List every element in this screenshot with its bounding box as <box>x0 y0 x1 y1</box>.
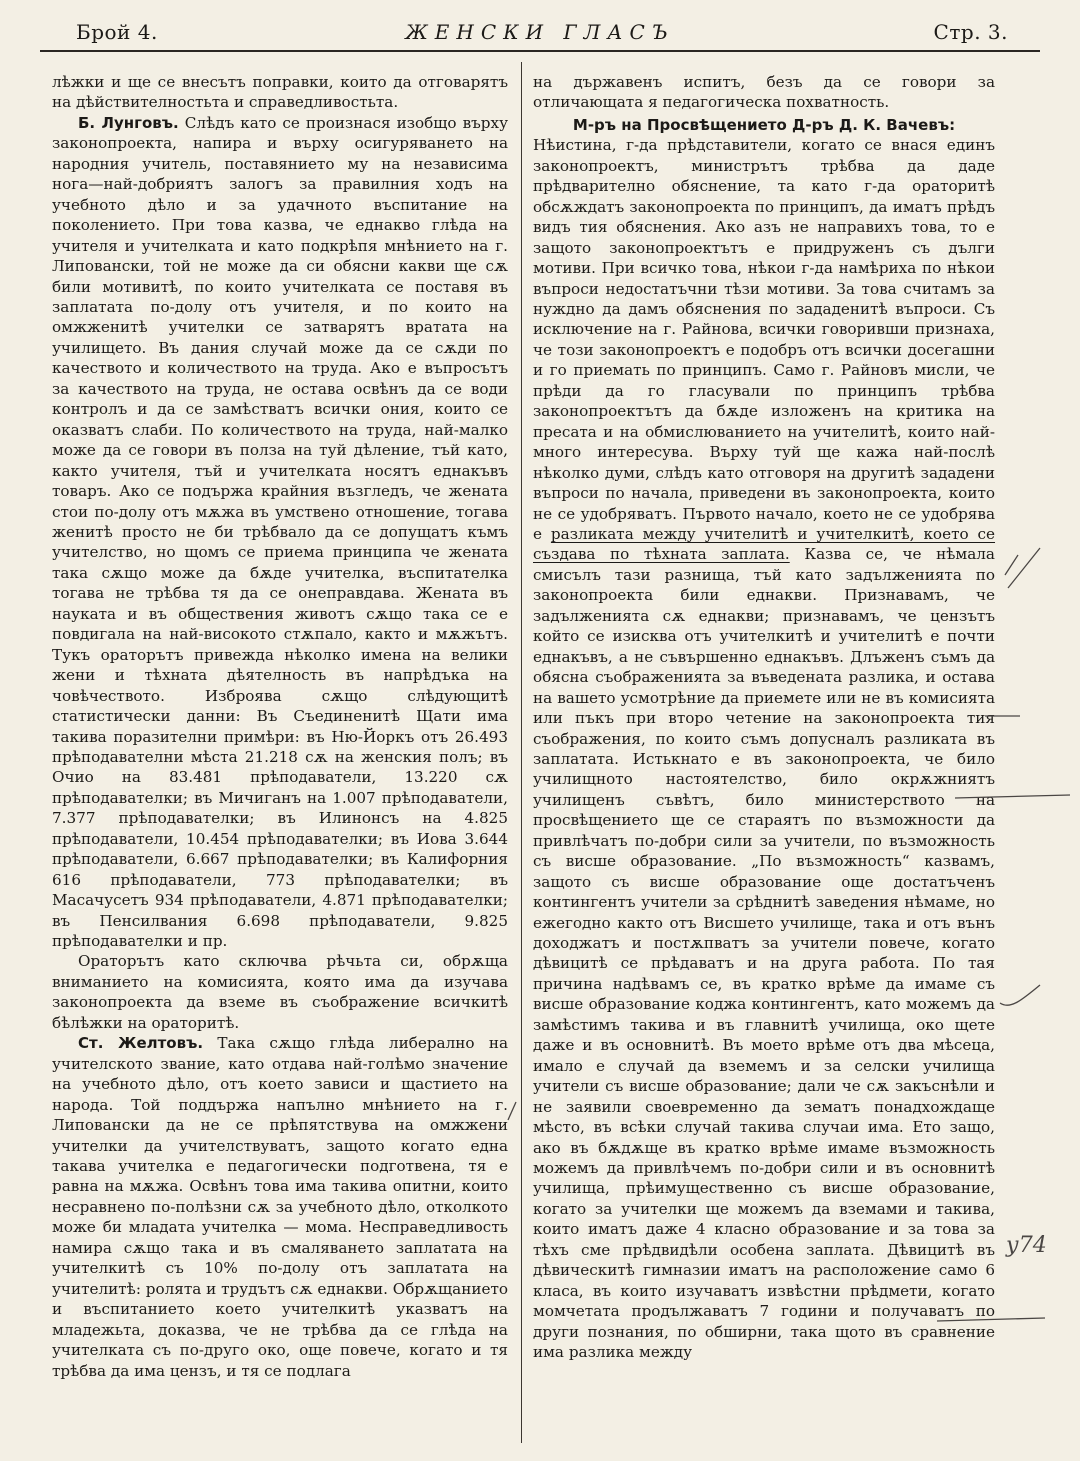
speech-text: Слѣдъ като се произнася изобщо върху законопроекта, напира и върху осигуряването на народния учитель, поставянието му на независима нога—най-добриятъ залогъ за правилния ходъ на учебното дѣло и за удачното въспитание на поколението. При това казва, че еднакво глѣда на учителя и учителката и като подкрѣпя мнѣнието на г. Липовански, той не може да си обясни какви ще сѫ били мотивитѣ, по които учителката се поставя въ заплатата по-долу отъ учителя, и по които на омжженитѣ учителки се затварятъ вратата на училището. Въ дания случай може да се сѫди по качеството и количеството на труда. Ако е въпросътъ за качеството на труда, не остава освѣнъ да се води контролъ и да се замѣстватъ всички ония, които се оказватъ слаби. По количеството на труда, най-малко може да се говори въ полза на туй дѣление, тъй като, както учителя, тъй и учителката носятъ еднакъвъ товаръ. Ако се подържа крайния възгледъ, че жената стои по-долу отъ мѫжа въ умствено отношение, тогава женитѣ просто не би трѣбвало да се допущатъ къмъ учителство, но щомъ се приема принципа че жената така сѫщо може да бѫде учителка, въспитателка тогава не трѣбва тя да се онеправдава. Жената въ науката и въ обществения животъ сѫщо така се е повдигала на най-високото стѫпало, както и мѫжътъ. Тукъ ораторътъ привежда нѣколко имена на велики жени и тѣхната дѣятелность въ напрѣдъка на човѣчеството. Изброява сѫщо слѣдующитѣ статистически данни: Въ Съединенитѣ Щати има такива поразителни примѣри: въ Ню-Йоркъ отъ 26.493 прѣподавателни мѣста 21.218 сѫ на женския полъ; въ Очио на 83.481 прѣподаватели, 13.220 сѫ прѣподавателки; въ Мичиганъ на 1.007 прѣподаватели, 7.377 прѣподавателки; въ Илинонсъ на 4.825 прѣподаватели, 10.454 прѣподавателки; въ Иова 3.644 прѣподаватели, 6.667 прѣподавателки; въ Калифорния 616 прѣподаватели, 773 прѣподавателки; въ Масачусетъ 934 прѣподаватели, 4.871 прѣподавателки; въ Пенсилвания 6.698 прѣподаватели, 9.825 прѣподавателки и пр. <box>52 113 509 951</box>
speech-paragraph <box>52 1033 508 1381</box>
speaker-name: М-ръ на Просвѣщението Д-ръ Д. К. Вачевъ: <box>572 115 956 134</box>
margin-checkmark <box>1005 548 1040 588</box>
speaker-heading <box>533 115 995 135</box>
speaker-name: Б. Лунговъ. <box>78 113 179 132</box>
underlined-passage: разликата между учителитѣ и учителкитѣ, което се създава по тѣхната заплата. <box>533 524 996 564</box>
margin-checkmark <box>1000 985 1040 1005</box>
margin-tick <box>508 1102 516 1120</box>
speech-text: Така сѫщо глѣда либерално на учителското звание, като отдава най-голѣмо значение на учебното дѣло, отъ което зависи и щастието на народа. Той поддържа напълно мнѣнието на г. Липовански да не се прѣпятствува на омжжени учителки да учителствуватъ, защото когато една такава учителка е педагогически подготвена, тя е равна на мѫжа. Освѣнъ това има такива опитни, които несравнено по-полѣзни сѫ за учебното дѣло, отколкото може би младата учителка — мома. Несправедливость намира сѫщо така и въ смаляването заплатата на учителкитѣ съ 10% по-долу отъ заплатата на учителитѣ: ролята и трудътъ сѫ еднакви. Обрѫщанието и въспитанието което учителкитѣ указватъ на младежьта, доказва, че не трѣбва да се глѣда на учителката съ по-друго око, още повече, когато и тя трѣбва да има цензъ, и тя се подлага <box>52 1034 508 1380</box>
issue-number: Брой 4. <box>76 20 158 44</box>
newspaper-title: ЖЕНСКИ ГЛАСЪ <box>405 20 675 44</box>
speech-text: Нѣистина, г-да прѣдставители, когато се внася единъ законопроектъ, министрътъ трѣбва да даде прѣдварително обяснение, та като г-да ораторитѣ обсѫждатъ законопроекта по принципъ, да иматъ прѣдъ видъ тия обяснения. Ако азъ не направихъ това, то е защото законопроектътъ е придруженъ съ дълги мотиви. При всичко това, нѣкои г-да намѣриха по нѣкои въпроси недостатъчни тѣзи мотиви. За това считамъ за нуждно да дамъ обяснения по зададенитѣ въпроси. Съ исключение на г. Райнова, всички говоривши признаха, че този законопроектъ е подобръ отъ всички досегашни и го приемать по принципъ. Само г. Райновъ мисли, че прѣди да го гласували по принципъ трѣбва законопроектътъ да бѫде изложенъ на критика на пресата и на обмислюванието на учителитѣ, които най-много интересува. Върху туй ще кажа най-послѣ нѣколко думи, слѣдъ като отговоря на другитѣ зададени въпроси по начала, приведени въ законопроекта, които не се удобряватъ. Първото начало, което не се удобрява е <box>533 136 995 543</box>
page-number: Стр. 3. <box>933 20 1008 44</box>
left-column <box>52 72 508 1381</box>
speech-paragraph <box>52 113 508 952</box>
page-header <box>40 14 1040 52</box>
speech-paragraph <box>533 135 995 1362</box>
paragraph: на държавенъ испитъ, безъ да се говори за отличающата я педагогическа похватность. <box>533 73 995 112</box>
margin-note: у74 <box>1006 1233 1047 1258</box>
speech-text: Казва се, че нѣмала смисълъ тази разнища, тъй като задълженията по законопроекта били еднакви. Признавамъ, че задълженията сѫ еднакви; признавамъ, че цензътъ който се изисква отъ учителкитѣ и учителитѣ е почти еднакъвъ, а не съвършенно еднакъвъ. Длъженъ съмъ да обясна съображенията за въведената разлика, и остава на вашето усмотрѣние да приемете или не въ комисията или пъкъ при второ четение на законопроекта тия съображения, по които съмъ допусналъ разликата въ заплатата. Истькнато е въ законопроекта, че било училищното настоятелство, било окрѫжниятъ училищенъ съвѣтъ, било министерството на просвѣщението ще се стараятъ по възможности да привлѣчатъ по-добри сили за учители, по възможность съ висше образование. „По възможность“ казвамъ, защото съ висше образование още достатъченъ контингентъ учители за срѣднитѣ заведения нѣмаме, но ежегодно както отъ Висшето училище, така и отъ вънъ доходжатъ и постѫпватъ за учители повече, когато дѣвицитѣ се прѣдаватъ и на друга работа. По тая причина надѣвамъ се, въ кратко врѣме да имаме съ висше образование коджа контингентъ, като можемъ да замѣстимъ такива и въ главнитѣ училища, око щете даже и въ основнитѣ. Въ моето врѣме отъ два мѣсеца, имало е случай да вземемъ и за селски училища учители съ висше образование; дали че сѫ закъснѣли и не заявили своевременно да зематъ понадхождаще мѣсто, въ всѣки случай такива случаи има. Ето защо, ако въ бѫдѫще въ кратко врѣме имаме възможность можемъ да привлѣчемъ по-добри сили и въ основнитѣ училища, прѣимущественно съ висше образование, когато за учителки ще можемъ да вземами и такива, които иматъ даже 4 класно образование и за това за тѣхъ сме прѣдвидѣли особена заплата. Дѣвицитѣ въ дѣвическитѣ гимназии иматъ на расположение само 6 класа, въ които изучаватъ извѣстни прѣдмети, когато момчетата продължаватъ 7 години и получаватъ по други познания, по обширни, така щото въ сравнение има разлика между <box>533 545 995 1362</box>
paragraph: лѣжки и ще се внесътъ поправки, които да отговарятъ на дѣйствителностьта и справедливостьта. <box>52 73 508 112</box>
paragraph: Ораторътъ като сключва рѣчьта си, обрѫща вниманието на комисията, която има да изучава законопроекта да вземе въ съображение всичкитѣ бѣлѣжки на ораторитѣ. <box>52 952 508 1032</box>
speaker-name: Ст. Желтовъ. <box>78 1034 204 1053</box>
right-column <box>533 72 995 1363</box>
column-divider <box>521 62 522 1443</box>
